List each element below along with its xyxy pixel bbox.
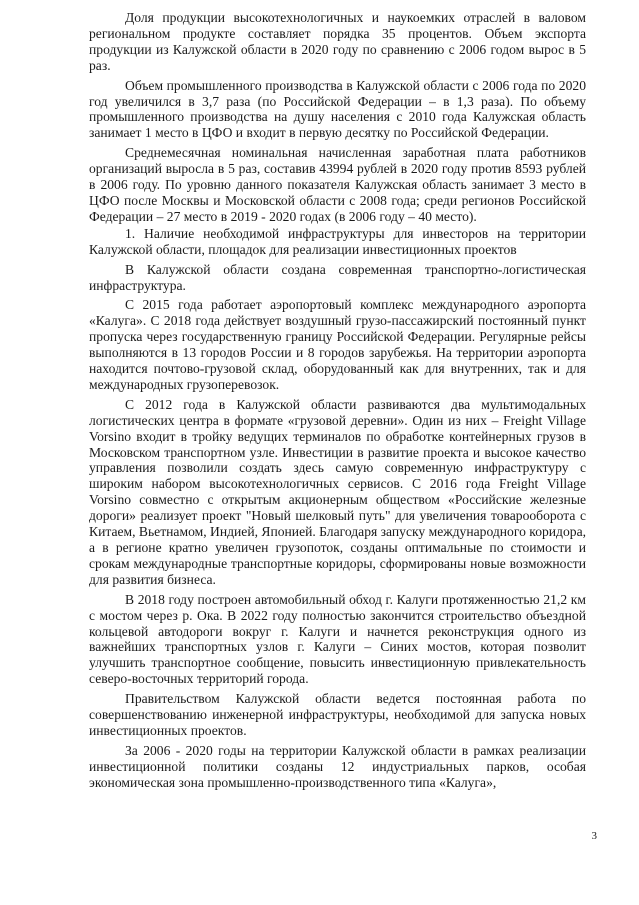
- paragraph-airport: С 2015 года работает аэропортовый комплекс международного аэропорта «Калуга». С 2018 года действует воздушный грузо-пассажирский постоянный пункт пропуска через государственную границу Российской Федерации. Регулярные рейсы выполняются в 13 городов России и 8 городов зарубежья. На территории аэропорта находится почтово-грузовой склад, оборудованный как для внутренних, так и для международных грузоперевозок.: [89, 297, 586, 392]
- page-number: 3: [591, 830, 597, 842]
- paragraph-transport-logistics: В Калужской области создана современная транспортно-логистическая инфраструктура.: [89, 261, 586, 293]
- paragraph-average-salary: Среднемесячная номинальная начисленная заработная плата работников организаций выросла в 5 раз, составив 43994 рублей в 2020 году против 8593 рублей в 2006 году. По уровню данного показателя Калужская область занимает 3 место в ЦФО после Москвы и Московской области с 2008 года; среди регионов Российской Федерации – 27 место в 2019 - 2020 годах (в 2006 году – 40 место).: [89, 145, 586, 224]
- paragraph-engineering-infrastructure: Правительством Калужской области ведется постоянная работа по совершенствованию инженерной инфраструктуры, необходимой для запуска новых инвестиционных проектов.: [89, 691, 586, 738]
- paragraph-industrial-parks: За 2006 - 2020 годы на территории Калужской области в рамках реализации инвестиционной политики созданы 12 индустриальных парков, особая экономическая зона промышленно-производственного типа «Калуга»,: [89, 742, 586, 790]
- section-heading-infrastructure: 1. Наличие необходимой инфраструктуры для инвесторов на территории Калужской области, площадок для реализации инвестиционных проектов: [89, 225, 586, 257]
- document-page: [89, 10, 586, 795]
- paragraph-high-tech-share: Доля продукции высокотехнологичных и наукоемких отраслей в валовом региональном продукте составляет порядка 35 процентов. Объем экспорта продукции из Калужской области в 2020 году по сравнению с 2006 годом вырос в 5 раз.: [89, 10, 586, 73]
- paragraph-freight-village: С 2012 года в Калужской области развиваются два мультимодальных логистических центра в формате «грузовой деревни». Один из них – Freight Village Vorsino входит в тройку ведущих терминалов по обработке контейнерных грузов в Московском транспортном узле. Инвестиции в развитие проекта и высокое качество управления позволили создать здесь самую современную инфраструктуру с широким набором высокотехнологичных сервисов. С 2016 года Freight Village Vorsino совместно с открытым акционерным обществом «Российские железные дороги» реализует проект "Новый шелковый путь" для увеличения товарооборота с Китаем, Вьетнамом, Индией, Японией. Благодаря запуску международного коридора, а в регионе кратно увеличен грузопоток, созданы оптимальные по стоимости и срокам международные транспортные коридоры, сформированы новые возможности для развития бизнеса.: [89, 396, 587, 587]
- paragraph-industrial-output: Объем промышленного производства в Калужской области с 2006 года по 2020 год увеличился в 3,7 раза (по Российской Федерации – в 1,3 раза). По объему промышленного производства на душу населения с 2010 года Калужская область занимает 1 место в ЦФО и входит в первую десятку по Российской Федерации.: [89, 77, 586, 141]
- paragraph-kaluga-bypass: В 2018 году построен автомобильный обход г. Калуги протяженностью 21,2 км с мостом через р. Ока. В 2022 году полностью закончится строительство объездной кольцевой автодороги вокруг г. Калуги и начнется реконструкция одного из важнейших транспортных узлов г. Калуги – Синих мостов, которая позволит улучшить транспортное сообщение, повысить инвестиционную привлекательность северо-восточных территорий города.: [89, 591, 586, 687]
